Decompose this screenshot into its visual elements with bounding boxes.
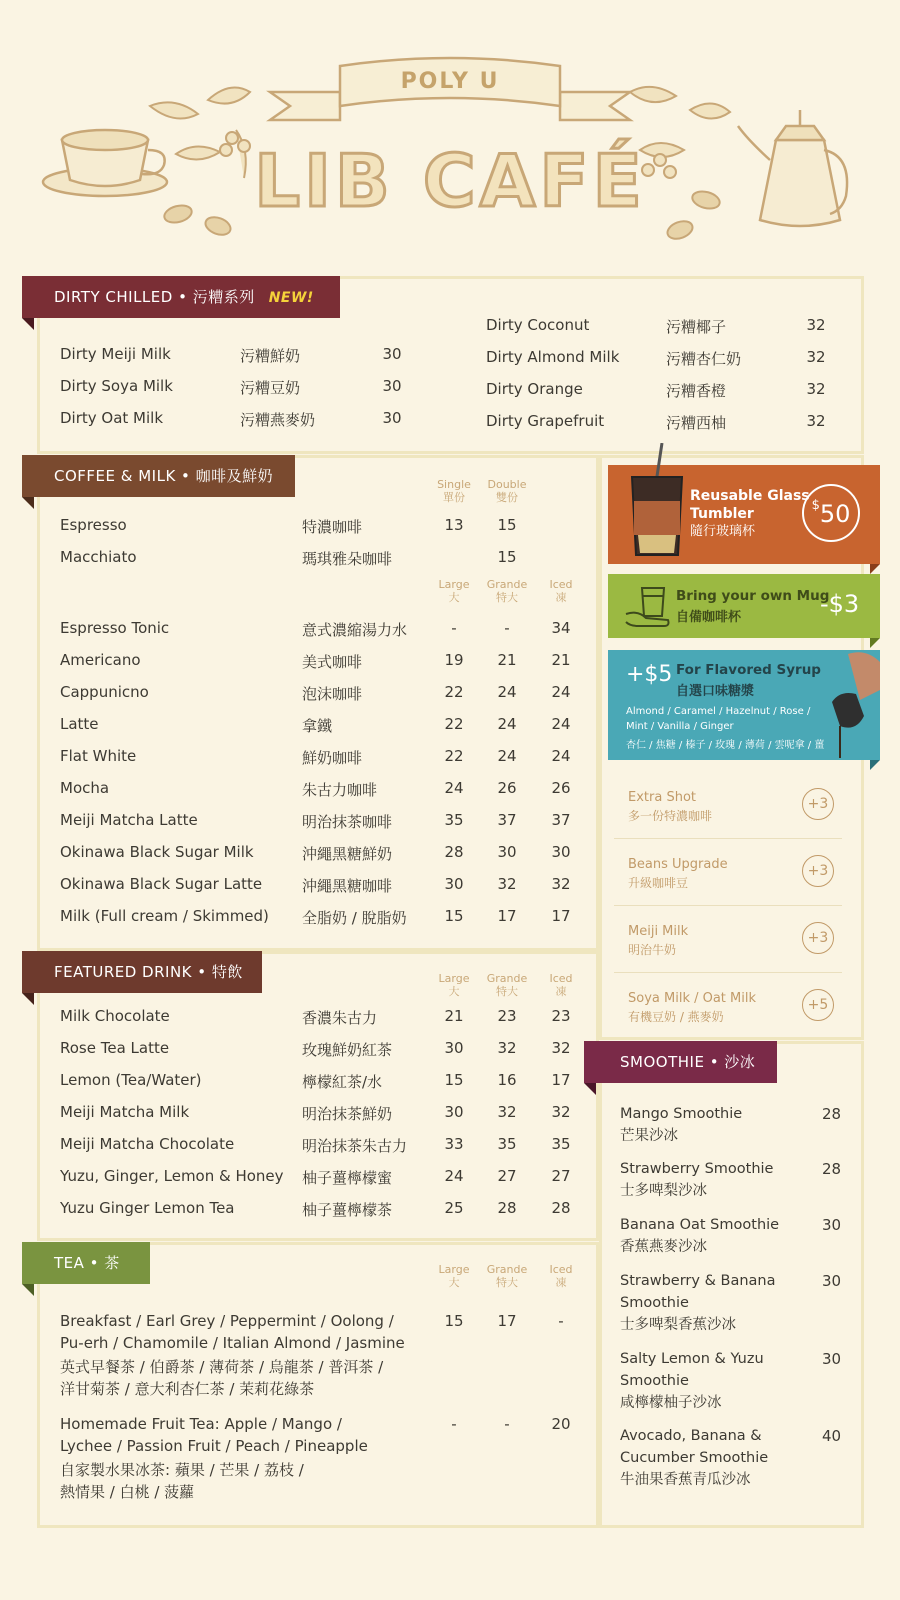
item-name: Dirty Coconut [486, 316, 590, 334]
item-name-zh: 玫瑰鮮奶紅茶 [302, 1041, 393, 1059]
item-price: 32 [806, 412, 826, 430]
header-illustration [0, 0, 900, 265]
mug-label-en: Bring your own Mug [676, 588, 830, 604]
item-name: Meiji Matcha Chocolate [60, 1135, 235, 1153]
coffee-cup-icon [43, 130, 167, 196]
item-name: Flat White [60, 747, 137, 765]
tea-item-line: Breakfast / Earl Grey / Peppermint / Oolong / [60, 1312, 394, 1330]
item-name: Yuzu, Ginger, Lemon & Honey [60, 1167, 284, 1185]
featured-drink-title: FEATURED DRINK • 特飲 [54, 963, 243, 981]
item-price-grande: 24 [497, 715, 517, 733]
coffee-beans-icon [665, 189, 722, 242]
item-price-iced: 32 [551, 875, 571, 893]
item-name: Milk Chocolate [60, 1007, 170, 1025]
item-price-grande: 16 [497, 1071, 517, 1089]
item-name: Rose Tea Latte [60, 1039, 170, 1057]
item-price-iced: 17 [551, 1071, 571, 1089]
smoothie-item-line: Banana Oat Smoothie [620, 1217, 780, 1233]
item-name: Dirty Orange [486, 380, 583, 398]
item-price-large: 15 [444, 907, 464, 925]
item-name-zh: 全脂奶 / 脫脂奶 [302, 909, 407, 927]
tea-item-line: 熱情果 / 白桃 / 菠蘿 [60, 1483, 195, 1501]
item-name-zh: 意式濃縮湯力水 [302, 621, 408, 639]
header-grande: Grande 特大 [486, 1263, 528, 1289]
coffee-beans-icon [162, 203, 233, 238]
smoothie-item-line: Strawberry & Banana [620, 1273, 776, 1289]
item-name-zh: 拿鐵 [302, 717, 333, 735]
item-price: 30 [382, 409, 402, 427]
smoothie-item-line: 香蕉燕麥沙冰 [620, 1239, 707, 1255]
item-name-zh: 污糟燕麥奶 [240, 411, 316, 429]
item-price-grande: 28 [497, 1199, 517, 1217]
header-large: Large 大 [438, 1263, 470, 1289]
item-name-zh: 沖繩黑糖鮮奶 [302, 845, 393, 863]
addon-item [614, 906, 842, 973]
item-price-grande: 32 [497, 1039, 517, 1057]
item-price-single: 13 [444, 516, 464, 534]
item-name: Yuzu Ginger Lemon Tea [60, 1199, 235, 1217]
item-price-iced: 21 [551, 651, 571, 669]
item-name: Espresso Tonic [60, 619, 170, 637]
smoothie-item-line: Avocado, Banana & [620, 1428, 762, 1444]
item-price: 30 [382, 345, 402, 363]
menu-header [0, 0, 900, 265]
syrup-label-zh: 自選口味糖漿 [676, 684, 755, 699]
item-name: Meiji Matcha Latte [60, 811, 198, 829]
syrup-flavors-en: Almond / Caramel / Hazelnut / Rose / [626, 706, 811, 717]
item-price-iced: 17 [551, 907, 571, 925]
item-price-large: 30 [444, 875, 464, 893]
item-price-iced: 23 [551, 1007, 571, 1025]
item-name: Milk (Full cream / Skimmed) [60, 907, 269, 925]
header-grande: Grande 特大 [486, 578, 528, 604]
coffee-milk-title: COFFEE & MILK • 咖啡及鮮奶 [54, 467, 274, 485]
item-name-zh: 柚子薑檸檬蜜 [302, 1169, 393, 1187]
item-price-grande: 26 [497, 779, 517, 797]
glass-tumbler-icon [626, 443, 688, 563]
item-price-iced: - [558, 1312, 564, 1330]
header-grande: Grande 特大 [486, 972, 528, 998]
tea-item-line: Pu-erh / Chamomile / Italian Almond / Jasmine [60, 1334, 405, 1352]
item-price-iced: 24 [551, 715, 571, 733]
item-name-zh: 明治抹茶朱古力 [302, 1137, 408, 1155]
item-name: Dirty Almond Milk [486, 348, 620, 366]
item-price-large: 24 [444, 1167, 464, 1185]
mug-discount: -$3 [820, 590, 860, 618]
item-price-large: 15 [444, 1071, 464, 1089]
item-price-iced: 26 [551, 779, 571, 797]
item-price-large: 33 [444, 1135, 464, 1153]
item-name-zh: 檸檬紅茶/水 [302, 1073, 383, 1091]
tea-title: TEA • 茶 [54, 1254, 120, 1272]
addon-item [614, 772, 842, 839]
addon-name: Extra Shot [628, 790, 696, 805]
item-price-iced: 28 [551, 1199, 571, 1217]
item-name: Dirty Meiji Milk [60, 345, 171, 363]
mug-hand-icon [624, 584, 676, 630]
tea-banner [22, 1242, 150, 1284]
item-price-large: 21 [444, 1007, 464, 1025]
tea-item-line: Lychee / Passion Fruit / Peach / Pineapple [60, 1437, 368, 1455]
item-price-large: - [451, 619, 457, 637]
item-name-zh: 香濃朱古力 [302, 1009, 378, 1027]
item-name-zh: 污糟豆奶 [240, 379, 301, 397]
coffee-milk-banner [22, 455, 295, 497]
item-price-iced: 34 [551, 619, 571, 637]
mug-promo [608, 574, 880, 638]
smoothie-item-line: 芒果沙冰 [620, 1128, 678, 1144]
item-price-iced: 37 [551, 811, 571, 829]
item-price-large: 30 [444, 1039, 464, 1057]
addon-name-zh: 有機豆奶 / 燕麥奶 [628, 1010, 724, 1024]
item-price-grande: - [504, 619, 510, 637]
header-large: Large 大 [438, 578, 470, 604]
dirty-chilled-title: DIRTY CHILLED • 污糟系列 [54, 288, 255, 306]
tumbler-label-zh: 隨行玻璃杯 [690, 524, 756, 539]
addon-item [614, 839, 842, 906]
smoothie-item-line: Cucumber Smoothie [620, 1450, 769, 1466]
smoothie-price: 30 [822, 1272, 842, 1290]
addon-name-zh: 升級咖啡豆 [628, 876, 689, 890]
addon-price-badge: +5 [802, 989, 834, 1021]
item-price-large: 15 [444, 1312, 464, 1330]
syrup-bottle-icon [826, 646, 880, 760]
header-iced: Iced 凍 [549, 972, 573, 998]
addon-price-badge: +3 [802, 788, 834, 820]
item-name: Lemon (Tea/Water) [60, 1071, 202, 1089]
item-name: Dirty Oat Milk [60, 409, 164, 427]
mug-label-zh: 自備咖啡杯 [676, 610, 742, 625]
cafe-logo-title: LIB CAFÉ [254, 139, 646, 223]
item-price-grande: 17 [497, 907, 517, 925]
item-price-grande: 24 [497, 747, 517, 765]
item-name-zh: 明治抹茶鮮奶 [302, 1105, 393, 1123]
item-price-grande: 32 [497, 875, 517, 893]
item-name-zh: 泡沫咖啡 [302, 685, 363, 703]
smoothie-item-line: 牛油果香蕉青瓜沙冰 [620, 1472, 751, 1488]
syrup-price: +$5 [626, 662, 673, 687]
syrup-flavors-en2: Mint / Vanilla / Ginger [626, 721, 734, 732]
item-price: 32 [806, 316, 826, 334]
item-name-zh: 污糟杏仁奶 [666, 350, 742, 368]
addon-name: Beans Upgrade [628, 857, 728, 872]
item-name-zh: 污糟西柚 [666, 414, 727, 432]
dirty-chilled-banner [22, 276, 340, 318]
item-name-zh: 沖繩黑糖咖啡 [302, 877, 393, 895]
item-price-grande: 23 [497, 1007, 517, 1025]
addon-name: Soya Milk / Oat Milk [628, 991, 757, 1006]
item-price-grande: 32 [497, 1103, 517, 1121]
item-price-iced: 32 [551, 1103, 571, 1121]
item-price-iced: 27 [551, 1167, 571, 1185]
addon-name: Meiji Milk [628, 924, 689, 939]
new-badge: NEW! [268, 290, 314, 306]
item-price-double: 15 [497, 516, 517, 534]
syrup-flavors-zh: 杏仁 / 焦糖 / 榛子 / 玫瑰 / 薄荷 / 雲呢拿 / 薑 [626, 740, 825, 751]
smoothie-item-line: 咸檸檬柚子沙冰 [620, 1395, 722, 1411]
item-name-zh: 明治抹茶咖啡 [302, 813, 393, 831]
header-double: Double 雙份 [487, 478, 527, 504]
item-price: 30 [382, 377, 402, 395]
item-name: Macchiato [60, 548, 137, 566]
smoothie-price: 28 [822, 1160, 842, 1178]
addon-item [614, 973, 842, 1039]
item-price-grande: - [504, 1415, 510, 1433]
item-price-iced: 30 [551, 843, 571, 861]
smoothie-price: 40 [822, 1427, 842, 1445]
item-name: Dirty Soya Milk [60, 377, 173, 395]
item-price-grande: 21 [497, 651, 517, 669]
tea-item-line: 自家製水果冰茶: 蘋果 / 芒果 / 荔枝 / [60, 1461, 304, 1479]
tumbler-label-en1: Reusable Glass [690, 488, 810, 504]
addon-name-zh: 多一份特濃咖啡 [628, 809, 713, 823]
item-price-large: 24 [444, 779, 464, 797]
item-price-grande: 24 [497, 683, 517, 701]
item-price-grande: 17 [497, 1312, 517, 1330]
item-name-zh: 美式咖啡 [302, 653, 363, 671]
item-name-zh: 柚子薑檸檬茶 [302, 1201, 393, 1219]
item-price-iced: 24 [551, 683, 571, 701]
item-name-zh: 污糟鮮奶 [240, 347, 301, 365]
item-price-large: 28 [444, 843, 464, 861]
addon-name-zh: 明治牛奶 [628, 943, 677, 957]
item-name-zh: 鮮奶咖啡 [302, 749, 363, 767]
smoothie-item-line: Strawberry Smoothie [620, 1161, 774, 1177]
header-large: Large 大 [438, 972, 470, 998]
syrup-label-en: For Flavored Syrup [676, 662, 821, 678]
item-name: Mocha [60, 779, 110, 797]
item-price-large: 22 [444, 683, 464, 701]
item-name: Dirty Grapefruit [486, 412, 605, 430]
header-single: Single 單份 [437, 478, 471, 504]
header-ribbon-text: POLY U [400, 69, 500, 94]
coffee-kettle-icon [738, 110, 847, 226]
item-price-grande: 35 [497, 1135, 517, 1153]
item-name-zh: 朱古力咖啡 [302, 781, 378, 799]
item-price-iced: 20 [551, 1415, 571, 1433]
header-iced: Iced 凍 [549, 1263, 573, 1289]
header-iced: Iced 凍 [549, 578, 573, 604]
tea-item-line: 洋甘菊茶 / 意大利杏仁茶 / 茉莉花綠茶 [60, 1380, 315, 1398]
item-name-zh: 特濃咖啡 [302, 518, 363, 536]
smoothie-price: 30 [822, 1216, 842, 1234]
item-price-double: 15 [497, 548, 517, 566]
smoothie-item-line: 士多啤梨沙冰 [620, 1183, 707, 1199]
tea-item-line: Homemade Fruit Tea: Apple / Mango / [60, 1415, 342, 1433]
item-name: Latte [60, 715, 99, 733]
smoothie-item-line: Salty Lemon & Yuzu [620, 1351, 764, 1367]
item-name: Meiji Matcha Milk [60, 1103, 190, 1121]
item-price-iced: 24 [551, 747, 571, 765]
tumbler-promo [608, 465, 880, 564]
smoothie-item-line: Mango Smoothie [620, 1106, 743, 1122]
item-price-large: - [451, 1415, 457, 1433]
item-price-grande: 37 [497, 811, 517, 829]
item-price-large: 19 [444, 651, 464, 669]
item-price-large: 35 [444, 811, 464, 829]
tea-item-line: 英式早餐茶 / 伯爵茶 / 薄荷茶 / 烏龍茶 / 普洱茶 / [60, 1358, 384, 1376]
smoothie-item-line: 士多啤梨香蕉沙冰 [620, 1317, 736, 1333]
addon-price-badge: +3 [802, 855, 834, 887]
item-price-large: 30 [444, 1103, 464, 1121]
featured-drink-banner [22, 951, 262, 993]
addon-price-badge: +3 [802, 922, 834, 954]
item-price-grande: 27 [497, 1167, 517, 1185]
item-name-zh: 污糟香橙 [666, 382, 727, 400]
tumbler-price-badge [802, 484, 860, 542]
item-price-grande: 30 [497, 843, 517, 861]
item-name: Americano [60, 651, 141, 669]
item-price: 32 [806, 348, 826, 366]
smoothie-title: SMOOTHIE • 沙冰 [620, 1053, 756, 1071]
addons-list [614, 772, 842, 1040]
item-name-zh: 污糟椰子 [666, 318, 727, 336]
item-price-large: 22 [444, 715, 464, 733]
item-name: Espresso [60, 516, 127, 534]
item-price-iced: 35 [551, 1135, 571, 1153]
item-price-iced: 32 [551, 1039, 571, 1057]
item-name: Cappunicno [60, 683, 149, 701]
syrup-promo [608, 650, 880, 760]
smoothie-price: 30 [822, 1350, 842, 1368]
item-name-zh: 瑪琪雅朵咖啡 [302, 550, 393, 568]
item-price-large: 25 [444, 1199, 464, 1217]
tumbler-price-symbol: $ [811, 498, 820, 513]
tumbler-label-en2: Tumbler [690, 506, 754, 522]
item-name: Okinawa Black Sugar Milk [60, 843, 254, 861]
tumbler-price: 50 [819, 500, 851, 528]
smoothie-price: 28 [822, 1105, 842, 1123]
item-price-large: 22 [444, 747, 464, 765]
item-name: Okinawa Black Sugar Latte [60, 875, 263, 893]
smoothie-item-line: Smoothie [620, 1295, 689, 1311]
smoothie-item-line: Smoothie [620, 1373, 689, 1389]
smoothie-banner [584, 1041, 777, 1083]
item-price: 32 [806, 380, 826, 398]
